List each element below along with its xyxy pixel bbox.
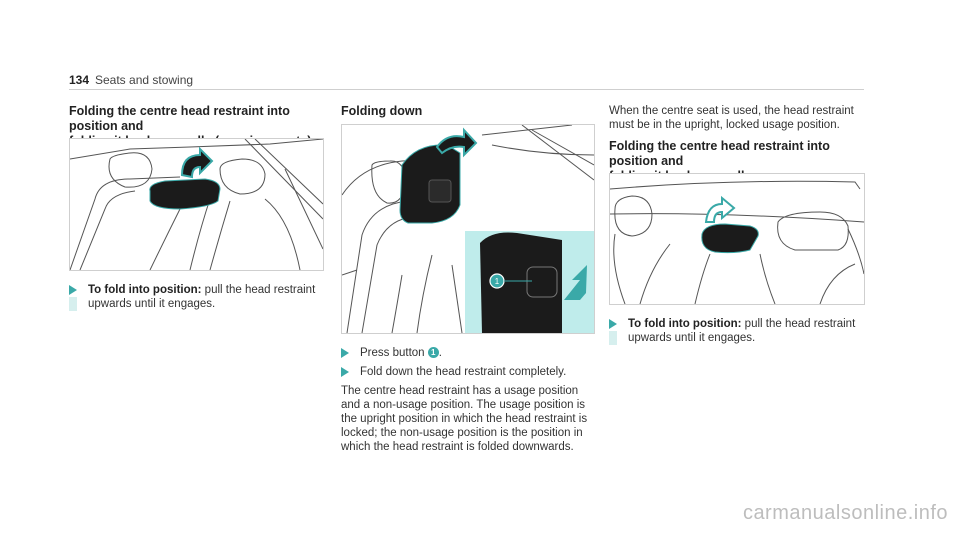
col2-para-line: The centre head restraint has a usage position [341, 385, 579, 397]
col2-step2-text: Fold down the head restraint completely. [360, 366, 567, 378]
col2-step-press-button [341, 346, 591, 362]
col1-step-line1: pull the head restraint [201, 284, 316, 296]
col2-para-line: locked; the non-usage position is the position in [341, 427, 583, 439]
col2-step-fold-down [341, 365, 591, 381]
illustration-standard-seat-head-restraint [609, 173, 865, 305]
step-arrow-icon [609, 319, 617, 329]
step-arrow-icon [69, 285, 77, 295]
col2-step1-label: Press button [360, 347, 428, 359]
col3-step-text [628, 317, 858, 345]
col1-step-line2: upwards until it engages. [88, 298, 216, 310]
col3-intro [609, 104, 869, 132]
callout-1-icon: 1 [428, 347, 439, 358]
col2-title: Folding down [341, 104, 423, 118]
col1-title-line1: Folding the centre head restraint into position and [69, 104, 290, 133]
col2-para-line: which the head restraint is folded downwards. [341, 441, 574, 453]
col3-title-line1: Folding the centre head restraint into position and [609, 139, 830, 168]
illustration-folding-down [341, 124, 595, 334]
col3-step-line2: upwards until it engages. [628, 332, 756, 344]
col3-intro-line1: When the centre seat is used, the head restraint [609, 105, 854, 117]
col3-step-line1: pull the head restraint [741, 318, 856, 330]
step-arrow-icon [341, 348, 349, 358]
step-arrow-icon [341, 367, 349, 377]
step-marker-bar [69, 297, 77, 311]
illustration-premium-seat-head-restraint [69, 138, 324, 271]
header-rule [69, 89, 864, 90]
col1-step-label: To fold into position: [88, 284, 202, 296]
col2-step1-end: . [438, 347, 442, 359]
svg-text:1: 1 [494, 277, 500, 286]
col2-paragraph [341, 384, 601, 454]
col1-step-fold-into-position [69, 283, 329, 313]
col1-step-text [88, 283, 318, 311]
col3-step-fold-into-position [609, 317, 869, 347]
step-marker-bar [609, 331, 617, 345]
col2-para-line: and a non-usage position. The usage position is [341, 399, 586, 411]
col2-step1-text [360, 346, 590, 360]
col3-step-label: To fold into position: [628, 318, 742, 330]
page-number: 134 [69, 73, 90, 87]
section-title: Seats and stowing [95, 73, 194, 87]
watermark: carmanualsonline.info [742, 502, 948, 524]
col2-para-line: the upright position in which the head restraint is [341, 413, 588, 425]
col3-intro-line2: must be in the upright, locked usage position. [609, 119, 840, 131]
